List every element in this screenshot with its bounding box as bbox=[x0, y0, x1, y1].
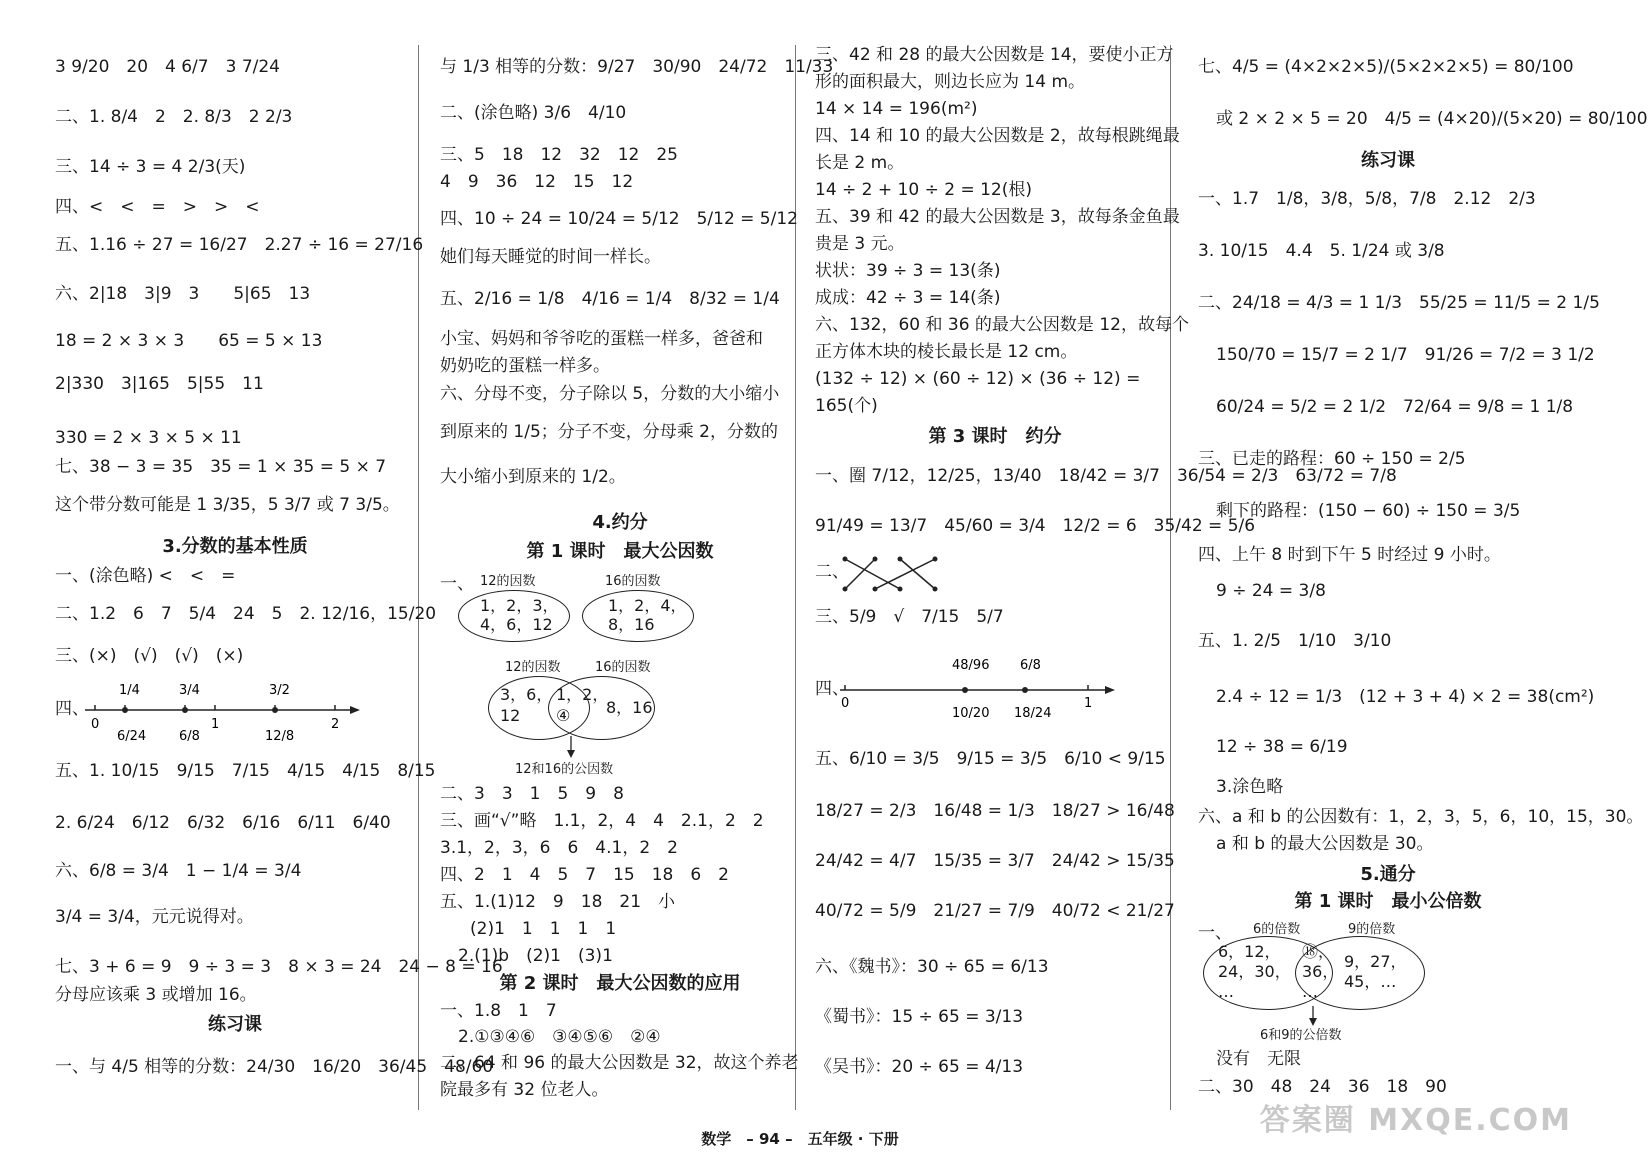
venn-label: 12和16的公因数 bbox=[515, 762, 614, 777]
tick-label: 18/24 bbox=[1014, 706, 1052, 721]
tick-label: 10/20 bbox=[952, 706, 990, 721]
answer-line: 2. 6/24 6/12 6/32 6/16 6/11 6/40 bbox=[55, 813, 391, 833]
tick-label: 48/96 bbox=[952, 658, 990, 673]
venn-label: 16的因数 bbox=[595, 660, 651, 675]
answer-line: 四、< < = > > < bbox=[55, 197, 260, 217]
lesson-heading: 第 3 课时 约分 bbox=[928, 426, 1062, 447]
answer-line: 四、上午 8 时到下午 5 时经过 9 小时。 bbox=[1198, 545, 1501, 565]
answer-line: 四、 bbox=[815, 679, 849, 699]
answer-line: 状状：39 ÷ 3 = 13(条) bbox=[815, 261, 1001, 281]
venn-label: 6和9的公倍数 bbox=[1260, 1028, 1342, 1043]
answer-line: 三、5 18 12 32 12 25 bbox=[440, 145, 678, 165]
tick-label: 1 bbox=[1084, 696, 1093, 711]
answer-column-2 bbox=[440, 40, 834, 1110]
section-heading: 4.约分 bbox=[592, 512, 648, 533]
answer-line: 三、42 和 28 的最大公因数是 14，要使小正方 bbox=[815, 45, 1174, 65]
answer-line: 五、6/10 = 3/5 9/15 = 3/5 6/10 < 9/15 bbox=[815, 749, 1166, 769]
watermark: 答案圈 MXQE.COM bbox=[1259, 1103, 1572, 1138]
venn-set: 1，2，4， 8，16 bbox=[608, 596, 687, 635]
answer-line: 一、(涂色略) < < = bbox=[55, 566, 236, 586]
answer-line: 七、4/5 = (4×2×2×5)/(5×2×2×5) = 80/100 bbox=[1198, 57, 1574, 77]
answer-line: 12 ÷ 38 = 6/19 bbox=[1216, 737, 1348, 757]
answer-line: 或 2 × 2 × 5 = 20 4/5 = (4×20)/(5×20) = 80/100 bbox=[1216, 109, 1648, 129]
venn-label: 12的因数 bbox=[505, 660, 561, 675]
answer-line: 她们每天睡觉的时间一样长。 bbox=[440, 247, 661, 267]
answer-line: 三、已走的路程：60 ÷ 150 = 2/5 bbox=[1198, 449, 1466, 469]
answer-line: 40/72 = 5/9 21/27 = 7/9 40/72 < 21/27 bbox=[815, 901, 1175, 921]
answer-line: 一、 bbox=[1198, 923, 1232, 943]
answer-line: 六、分母不变，分子除以 5，分数的大小缩小 bbox=[440, 384, 780, 404]
answer-line: 二、30 48 24 36 18 90 bbox=[1198, 1077, 1447, 1097]
answer-line: 六、《魏书》：30 ÷ 65 = 6/13 bbox=[815, 957, 1049, 977]
answer-line: 3/4 = 3/4，元元说得对。 bbox=[55, 907, 254, 927]
answer-line: 2.4 ÷ 12 = 1/3 (12 + 3 + 4) × 2 = 38(cm²) bbox=[1216, 687, 1595, 707]
answer-line: 3.1，2，3，6 6 4.1，2 2 bbox=[440, 838, 678, 858]
answer-line: 三、(×) (√) (√) (×) bbox=[55, 646, 244, 666]
arrow bbox=[566, 736, 576, 758]
venn-set: 6，12， 24，30， … bbox=[1218, 942, 1291, 1001]
answer-line: 3 9/20 20 4 6/7 3 7/24 bbox=[55, 57, 281, 77]
venn-set: 9，27， 45，… bbox=[1344, 952, 1407, 991]
answer-line: 9 ÷ 24 = 3/8 bbox=[1216, 581, 1326, 601]
answer-line: 二、24/18 = 4/3 = 1 1/3 55/25 = 11/5 = 2 1/5 bbox=[1198, 293, 1600, 313]
answer-line: 二、 bbox=[815, 562, 849, 582]
tick-label: 12/8 bbox=[265, 729, 295, 744]
venn-label: 9的倍数 bbox=[1348, 922, 1396, 937]
answer-line: 18 = 2 × 3 × 3 65 = 5 × 13 bbox=[55, 331, 323, 351]
answer-line: 一、1.8 1 7 bbox=[440, 1001, 557, 1021]
answer-line: 七、38 − 3 = 35 35 = 1 × 35 = 5 × 7 bbox=[55, 457, 387, 477]
tick-label: 2 bbox=[331, 717, 340, 732]
answer-line: 六、2|18 3|9 3 5|65 13 bbox=[55, 284, 311, 304]
section-heading: 3.分数的基本性质 bbox=[162, 536, 308, 557]
answer-line: 二、1.2 6 7 5/4 24 5 2. 12/16，15/20 bbox=[55, 604, 437, 624]
answer-line: 二、3 3 1 5 9 8 bbox=[440, 784, 624, 804]
answer-line: 3.涂色略 bbox=[1216, 777, 1284, 797]
answer-line: 五、2/16 = 1/8 4/16 = 1/4 8/32 = 1/4 bbox=[440, 289, 780, 309]
answer-line: 没有 无限 bbox=[1216, 1049, 1301, 1069]
tick-label: 6/8 bbox=[179, 729, 200, 744]
answer-line: 14 ÷ 2 + 10 ÷ 2 = 12(根) bbox=[815, 180, 1032, 200]
lesson-heading: 第 1 课时 最大公因数 bbox=[526, 541, 714, 562]
answer-line: 正方体木块的棱长最长是 12 cm。 bbox=[815, 342, 1078, 362]
answer-line: 分母应该乘 3 或增加 16。 bbox=[55, 985, 257, 1005]
answer-line: 四、2 1 4 5 7 15 18 6 2 bbox=[440, 865, 729, 885]
answer-column-4 bbox=[1198, 40, 1648, 1110]
page-footer: 数学 – 94 – 五年级 · 下册 bbox=[701, 1130, 899, 1148]
tick-label: 6/24 bbox=[117, 729, 147, 744]
answer-line: 91/49 = 13/7 45/60 = 3/4 12/2 = 6 35/42 = 5/6 bbox=[815, 516, 1256, 536]
answer-line: 一、1.7 1/8，3/8，5/8，7/8 2.12 2/3 bbox=[1198, 189, 1536, 209]
answer-line: 五、39 和 42 的最大公因数是 3，故每条金鱼最 bbox=[815, 207, 1180, 227]
answer-line: 六、a 和 b 的公因数有：1，2，3，5，6，10，15，30。 bbox=[1198, 807, 1644, 827]
answer-line: 二、64 和 96 的最大公因数是 32，故这个养老 bbox=[440, 1053, 799, 1073]
answer-line: 五、1.(1)12 9 18 21 小 bbox=[440, 892, 676, 912]
lesson-heading: 第 1 课时 最小公倍数 bbox=[1294, 891, 1482, 912]
answer-line: 七、3 + 6 = 9 9 ÷ 3 = 3 8 × 3 = 24 24 − 8 = 16 bbox=[55, 957, 503, 977]
answer-line: 三、画“√”略 1.1，2，4 4 2.1，2 2 bbox=[440, 811, 764, 831]
answer-line: 五、1. 2/5 1/10 3/10 bbox=[1198, 631, 1392, 651]
answer-line: 150/70 = 15/7 = 2 1/7 91/26 = 7/2 = 3 1/2 bbox=[1216, 345, 1595, 365]
venn-set: ⑱， 36， … bbox=[1302, 942, 1339, 1001]
answer-line: 奶奶吃的蛋糕一样多。 bbox=[440, 356, 610, 376]
answer-line: 六、6/8 = 3/4 1 − 1/4 = 3/4 bbox=[55, 861, 302, 881]
tick-label: 1/4 bbox=[119, 683, 140, 698]
answer-line: (132 ÷ 12) × (60 ÷ 12) × (36 ÷ 12) = bbox=[815, 369, 1141, 389]
arrow bbox=[1308, 1006, 1318, 1026]
answer-line: 院最多有 32 位老人。 bbox=[440, 1080, 609, 1100]
answer-line: 与 1/3 相等的分数：9/27 30/90 24/72 11/33 bbox=[440, 57, 834, 77]
venn-set: 1，2，3， 4，6，12 bbox=[480, 596, 559, 635]
answer-line: 形的面积最大，则边长应为 14 m。 bbox=[815, 72, 1085, 92]
answer-line: 这个带分数可能是 1 3/35，5 3/7 或 7 3/5。 bbox=[55, 495, 400, 515]
venn-set: 8，16 bbox=[606, 698, 653, 717]
tick-label: 3/4 bbox=[179, 683, 200, 698]
answer-line: 2|330 3|165 5|55 11 bbox=[55, 374, 264, 394]
venn-set: 1，2， ④ bbox=[556, 685, 609, 725]
answer-line: 60/24 = 5/2 = 2 1/2 72/64 = 9/8 = 1 1/8 bbox=[1216, 397, 1574, 417]
answer-line: 二、(涂色略) 3/6 4/10 bbox=[440, 103, 627, 123]
answer-line: 3. 10/15 4.4 5. 1/24 或 3/8 bbox=[1198, 241, 1445, 261]
answer-line: 大小缩小到原来的 1/2。 bbox=[440, 467, 626, 487]
answer-line: 贵是 3 元。 bbox=[815, 234, 905, 254]
answer-line: 《蜀书》：15 ÷ 65 = 3/13 bbox=[815, 1007, 1024, 1027]
venn-label: 16的因数 bbox=[605, 574, 661, 589]
answer-line: (2)1 1 1 1 1 bbox=[470, 919, 617, 939]
answer-line: 五、1. 10/15 9/15 7/15 4/15 4/15 8/15 bbox=[55, 761, 436, 781]
answer-line: 四、10 ÷ 24 = 10/24 = 5/12 5/12 = 5/12 bbox=[440, 209, 798, 229]
section-heading: 练习课 bbox=[1361, 150, 1415, 171]
answer-line: 18/27 = 2/3 16/48 = 1/3 18/27 > 16/48 bbox=[815, 801, 1175, 821]
number-line-1 bbox=[85, 680, 365, 750]
answer-line: 一、 bbox=[440, 574, 474, 594]
number-line-2 bbox=[840, 655, 1120, 730]
answer-line: 二、1. 8/4 2 2. 8/3 2 2/3 bbox=[55, 107, 293, 127]
answer-line: 《吴书》：20 ÷ 65 = 4/13 bbox=[815, 1057, 1024, 1077]
venn-label: 6的倍数 bbox=[1253, 922, 1301, 937]
answer-line: 一、圈 7/12，12/25，13/40 18/42 = 3/7 36/54 = 2/3 63/72 = 7/8 bbox=[815, 466, 1397, 486]
answer-line: 14 × 14 = 196(m²) bbox=[815, 99, 978, 119]
lesson-heading: 第 2 课时 最大公因数的应用 bbox=[499, 973, 741, 994]
section-heading: 5.通分 bbox=[1360, 864, 1416, 885]
answer-line: 165(个) bbox=[815, 396, 878, 416]
answer-line: 到原来的 1/5；分子不变，分母乘 2，分数的 bbox=[440, 422, 778, 442]
answer-line: 一、与 4/5 相等的分数：24/30 16/20 36/45 48/60 bbox=[55, 1057, 494, 1077]
answer-line: 三、5/9 √ 7/15 5/7 bbox=[815, 607, 1004, 627]
tick-label: 6/8 bbox=[1020, 658, 1041, 673]
answer-line: 四、14 和 10 的最大公因数是 2，故每根跳绳最 bbox=[815, 126, 1180, 146]
venn-label: 12的因数 bbox=[480, 574, 536, 589]
answer-line: 四、 bbox=[55, 699, 89, 719]
tick-label: 1 bbox=[211, 717, 220, 732]
column-divider bbox=[418, 45, 419, 1110]
answer-line: 五、1.16 ÷ 27 = 16/27 2.27 ÷ 16 = 27/16 bbox=[55, 235, 424, 255]
answer-line: 2.①③④⑥ ③④⑤⑥ ②④ bbox=[458, 1027, 661, 1047]
answer-line: 2.(1)b (2)1 (3)1 bbox=[458, 946, 613, 966]
answer-line: 330 = 2 × 3 × 5 × 11 bbox=[55, 428, 242, 448]
answer-line: 三、14 ÷ 3 = 4 2/3(天) bbox=[55, 157, 246, 177]
answer-line: 剩下的路程：(150 − 60) ÷ 150 = 3/5 bbox=[1216, 501, 1521, 521]
answer-line: a 和 b 的最大公因数是 30。 bbox=[1216, 834, 1434, 854]
answer-line: 小宝、妈妈和爷爷吃的蛋糕一样多，爸爸和 bbox=[440, 329, 763, 349]
answer-line: 4 9 36 12 15 12 bbox=[440, 172, 634, 192]
tick-label: 0 bbox=[91, 717, 100, 732]
answer-line: 六、132，60 和 36 的最大公因数是 12，故每个 bbox=[815, 315, 1189, 335]
venn-set: 3，6， 12 bbox=[500, 685, 553, 725]
tick-label: 0 bbox=[841, 696, 850, 711]
matching-lines bbox=[840, 554, 950, 594]
section-heading: 练习课 bbox=[208, 1014, 262, 1035]
answer-line: 24/42 = 4/7 15/35 = 3/7 24/42 > 15/35 bbox=[815, 851, 1175, 871]
tick-label: 3/2 bbox=[269, 683, 290, 698]
answer-line: 成成：42 ÷ 3 = 14(条) bbox=[815, 288, 1001, 308]
answer-line: 长是 2 m。 bbox=[815, 153, 905, 173]
